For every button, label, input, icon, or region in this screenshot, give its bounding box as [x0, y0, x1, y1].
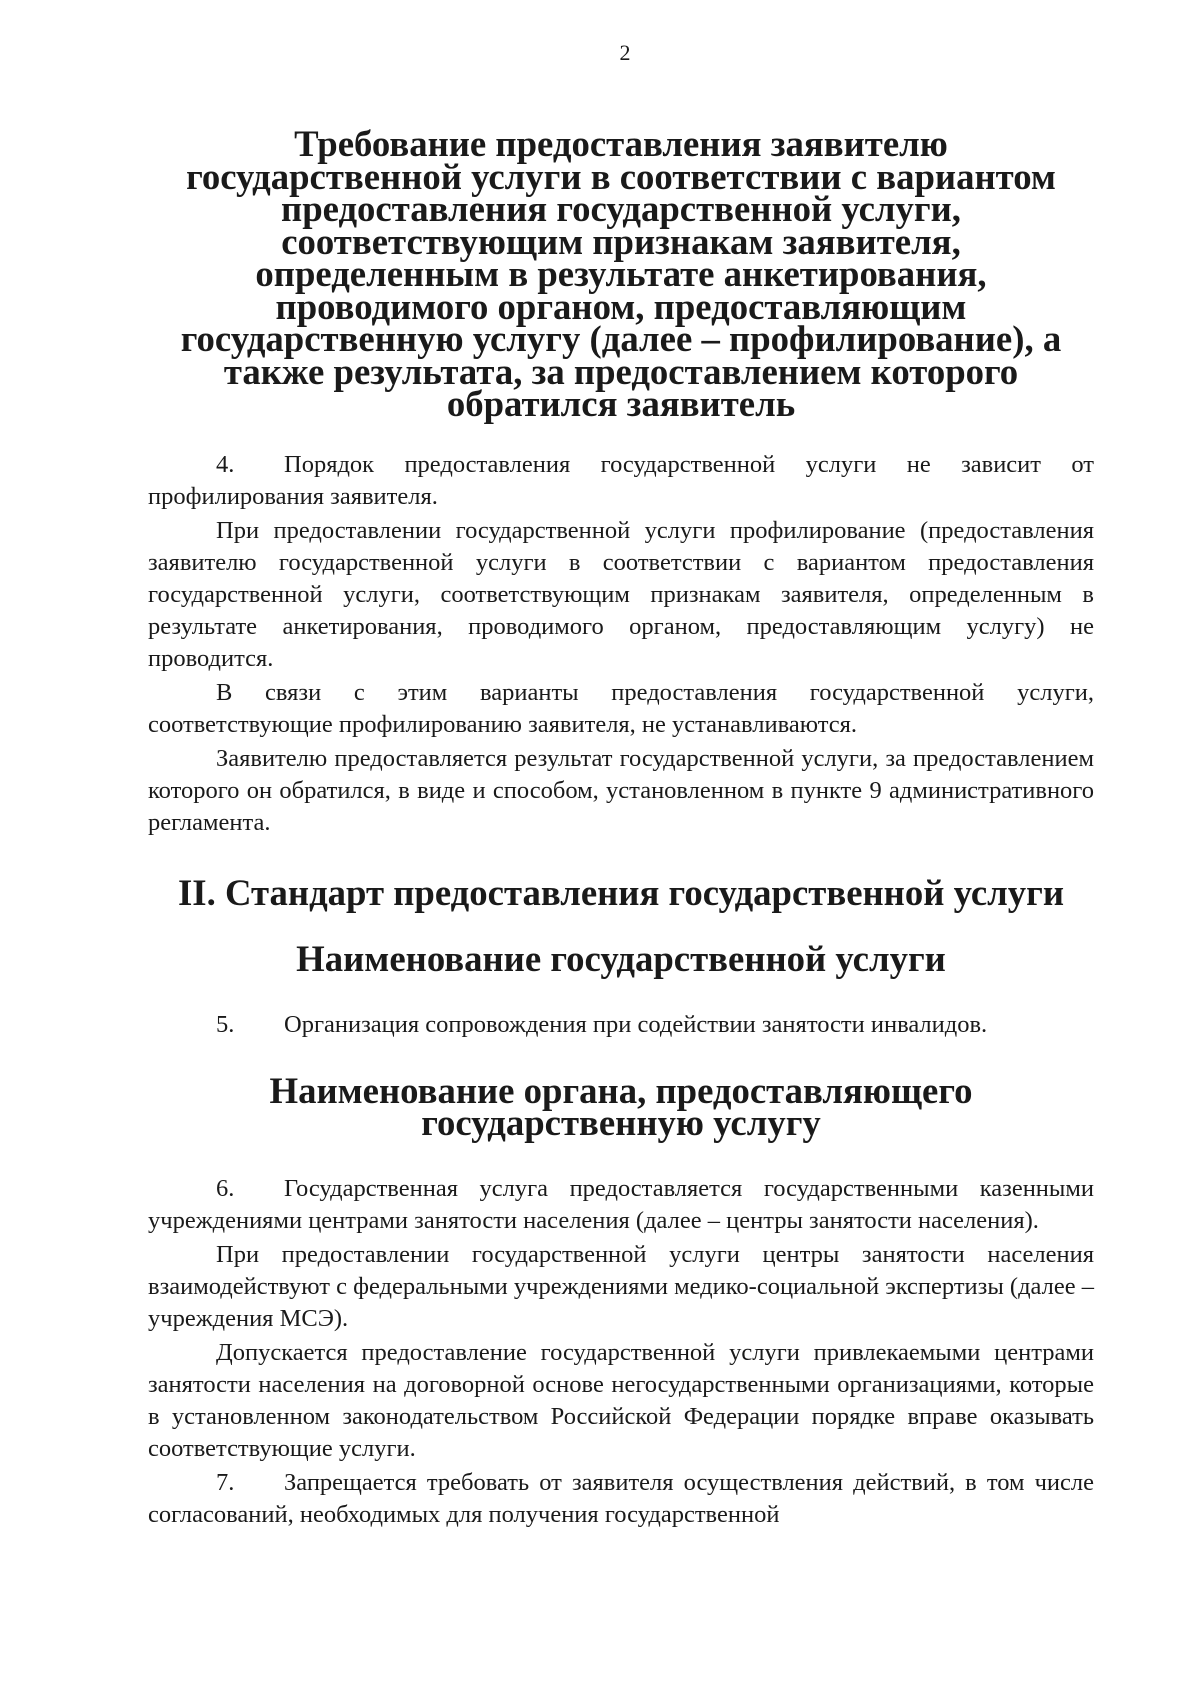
item-7-number: 7.: [216, 1468, 235, 1496]
sub-heading-authority-name: Наименование органа, предоставляющего государственную услугу: [269, 1069, 973, 1143]
item-4-number: 4.: [216, 450, 235, 478]
paragraph-item-6: [148, 1173, 1094, 1237]
paragraph-item-7: [148, 1467, 1094, 1531]
item-7-text: Запрещается требовать от заявителя осуществления действий, в том числе согласований, необходимых для получения государственной: [148, 1468, 1094, 1528]
item-6-number: 6.: [216, 1174, 235, 1202]
paragraph-4-2: При предоставлении государственной услуги профилирование (предоставления заявителю государственной услуги в соответствии с вариантом предоставления государственной услуги, соответствующим признакам заявителя, определенным в результате анкетирования, проводимого органом, предоставляющим услугу) не проводится.: [148, 516, 1094, 672]
intro-heading: Требование предоставления заявителю государственной услуги в соответствии с вариантом предоставления государственной услуги, соответствующим признакам заявителя, определенным в результате анкетирования, проводимого органом, предоставляющим государственную услугу (далее – профилирование), а также результата, за предоставлением которого обратился заявитель: [180, 123, 1062, 424]
section-heading: II. Стандарт предоставления государственной услуги: [178, 871, 1065, 913]
page-number: 2: [619, 40, 631, 65]
item-6-text: Государственная услуга предоставляется государственными казенными учреждениями центрами занятости населения (далее – центры занятости населения).: [148, 1174, 1094, 1234]
sub-heading-service-name: Наименование государственной услуги: [296, 937, 946, 979]
document-body: [148, 123, 1094, 1533]
paragraph-item-4: [148, 449, 1094, 513]
item-4-text: Порядок предоставления государственной услуги не зависит от профилирования заявителя.: [148, 450, 1094, 510]
paragraph-4-4: Заявителю предоставляется результат государственной услуги, за предоставлением которого он обратился, в виде и способом, установленном в пункте 9 административного регламента.: [148, 744, 1094, 836]
paragraph-item-5: [148, 1009, 1094, 1041]
paragraph-6-3: Допускается предоставление государственной услуги привлекаемыми центрами занятости населения на договорной основе негосударственными организациями, которые в установленном законодательством Российской Федерации порядке вправе оказывать соответствующие услуги.: [148, 1338, 1094, 1462]
paragraph-6-2: При предоставлении государственной услуги центры занятости населения взаимодействуют с федеральными учреждениями медико-социальной экспертизы (далее – учреждения МСЭ).: [148, 1240, 1094, 1332]
item-5-text: Организация сопровождения при содействии занятости инвалидов.: [284, 1010, 988, 1038]
item-5-number: 5.: [216, 1010, 235, 1038]
paragraph-4-3: В связи с этим варианты предоставления государственной услуги, соответствующие профилированию заявителя, не устанавливаются.: [148, 678, 1094, 738]
